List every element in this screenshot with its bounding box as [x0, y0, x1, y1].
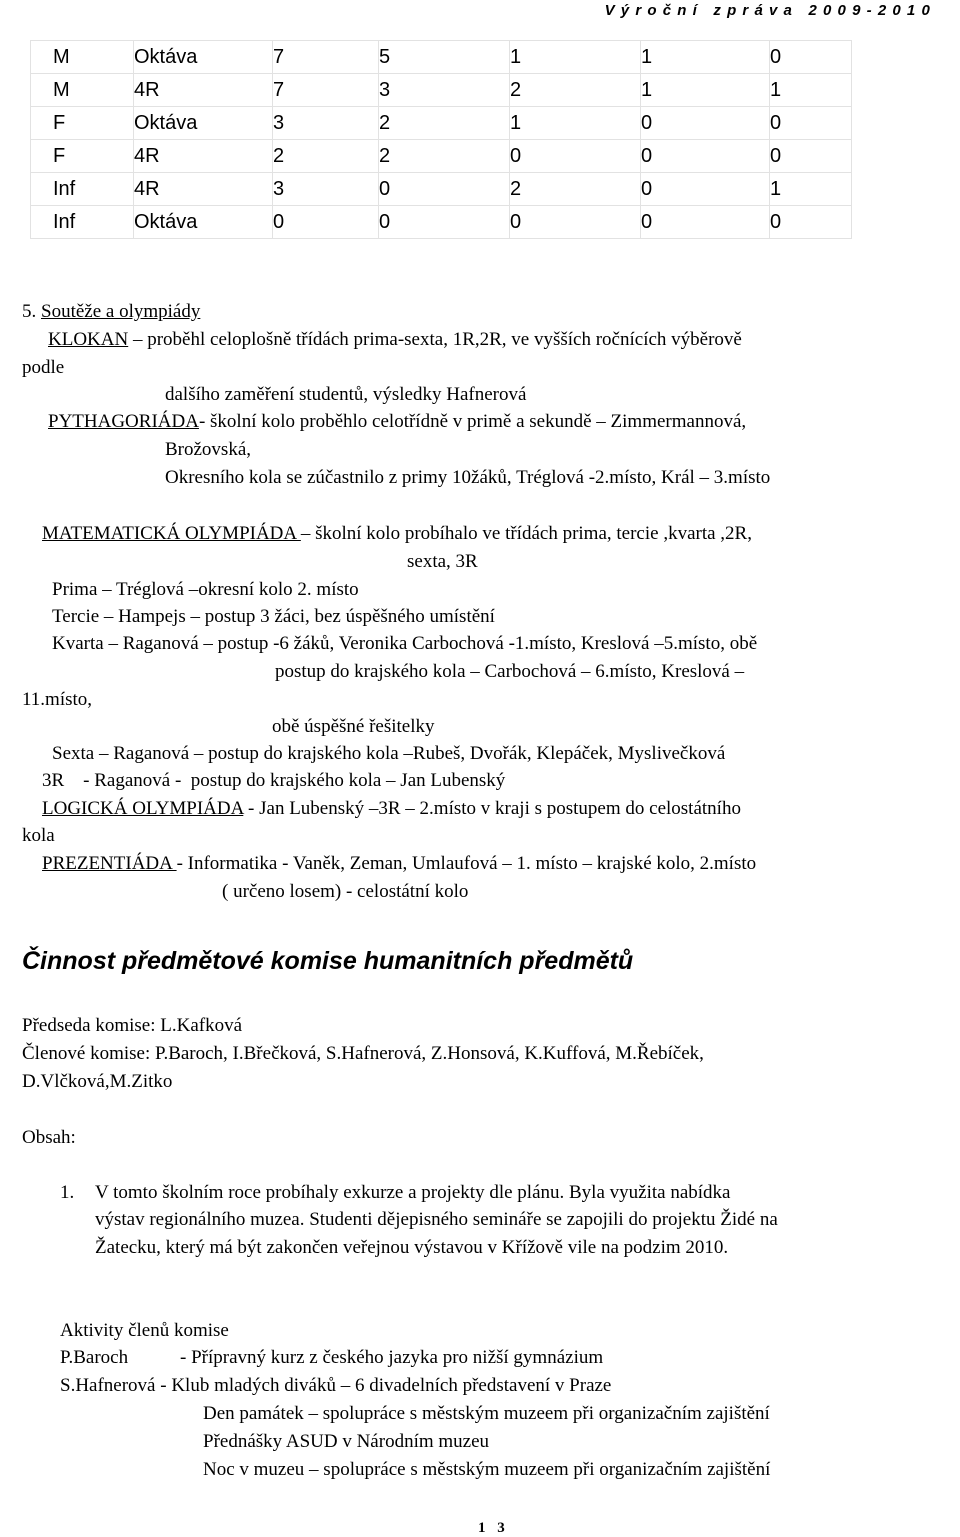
table-cell: 3	[273, 173, 379, 206]
table-cell: 4R	[134, 140, 273, 173]
klokan-line-3: dalšího zaměření studentů, výsledky Hafnerová	[165, 384, 527, 405]
section-title	[22, 302, 200, 321]
pythagoriada-line-2: Brožovská,	[165, 439, 252, 460]
table-row	[31, 74, 852, 107]
committee-members: Členové komise: P.Baroch, I.Břečková, S.Hafnerová, Z.Honsová, K.Kuffová, M.Řebíček,	[22, 1043, 704, 1064]
math-olympiad-line-2: sexta, 3R	[407, 551, 478, 572]
table-cell: 0	[641, 173, 770, 206]
activity-baroch: - Přípravný kurz z českého jazyka pro nižší gymnázium	[180, 1347, 604, 1368]
pythagoriada-label: PYTHAGORIÁDA	[48, 411, 199, 432]
table-row	[31, 140, 852, 173]
list-item-line-2: výstav regionálního muzea. Studenti dějepisného semináře se zapojili do projektu Židé na	[95, 1209, 778, 1230]
committee-chair: Předseda komise: L.Kafková	[22, 1015, 243, 1036]
logic-olympiad-line-2: kola	[22, 825, 55, 846]
table-cell: 0	[641, 107, 770, 140]
table-cell: 0	[641, 206, 770, 239]
table-cell: 7	[273, 41, 379, 74]
table-cell: 0	[379, 173, 510, 206]
activity-hafnerova-3: Přednášky ASUD v Národním muzeu	[203, 1431, 490, 1452]
table-row	[31, 206, 852, 239]
table-cell: 0	[641, 140, 770, 173]
klokan-label: KLOKAN	[48, 329, 129, 350]
list-item-number: 1.	[60, 1182, 75, 1203]
prezentiada-text: - Informatika - Vaněk, Zeman, Umlaufová – 1. místo – krajské kolo, 2.místo	[176, 853, 757, 874]
table-cell: 0	[770, 140, 852, 173]
list-item-line-3: Žatecku, který má být zakončen veřejnou výstavou v Křížově vile na podzim 2010.	[95, 1237, 729, 1258]
kvarta-line-2: postup do krajského kola – Carbochová – 6.místo, Kreslová –	[275, 661, 745, 682]
sexta-line: Sexta – Raganová – postup do krajského kola –Rubeš, Dvořák, Klepáček, Myslivečková	[52, 743, 726, 764]
table-cell: 0	[379, 206, 510, 239]
table-cell: 4R	[134, 74, 273, 107]
pythagoriada-text: - školní kolo proběhlo celotřídně v primě a sekundě – Zimmermannová,	[198, 411, 747, 432]
kvarta-line: Kvarta – Raganová – postup -6 žáků, Veronika Carbochová -1.místo, Kreslová –5.místo, obě	[52, 633, 758, 654]
klokan-line	[48, 330, 742, 349]
table-cell: 2	[379, 107, 510, 140]
math-olympiad-label: MATEMATICKÁ OLYMPIÁDA	[42, 523, 301, 544]
activities-title: Aktivity členů komise	[60, 1320, 229, 1341]
table-cell: 2	[510, 74, 641, 107]
section-title-text: Soutěže a olympiády	[41, 301, 201, 322]
pythagoriada-line-3: Okresního kola se zúčastnilo z primy 10žáků, Tréglová -2.místo, Král – 3.místo	[165, 467, 771, 488]
kvarta-line-4: obě úspěšné řešitelky	[272, 716, 435, 737]
activity-hafnerova-2: Den památek – spolupráce s městským muzeem při organizačním zajištění	[203, 1403, 770, 1424]
prezentiada-line-2: ( určeno losem) - celostátní kolo	[222, 881, 469, 902]
pythagoriada-line	[48, 412, 746, 431]
committee-members-2: D.Vlčková,M.Zitko	[22, 1071, 173, 1092]
table-cell: 1	[510, 107, 641, 140]
klokan-line-2: podle	[22, 357, 65, 378]
activity-hafnerova: S.Hafnerová - Klub mladých diváků – 6 divadelních představení v Praze	[60, 1375, 612, 1396]
table-cell: 1	[770, 173, 852, 206]
table-cell: 1	[641, 74, 770, 107]
table-cell: 2	[510, 173, 641, 206]
section-heading: Činnost předmětové komise humanitních předmětů	[22, 947, 634, 975]
prima-line: Prima – Tréglová –okresní kolo 2. místo	[52, 579, 359, 600]
table-cell: 0	[510, 206, 641, 239]
contents-label: Obsah:	[22, 1127, 76, 1148]
table-cell: 3	[379, 74, 510, 107]
table-cell: 2	[379, 140, 510, 173]
table-cell: Oktáva	[134, 41, 273, 74]
activity-baroch-name: P.Baroch	[60, 1347, 129, 1368]
table-cell: 1	[641, 41, 770, 74]
table-cell: M	[31, 74, 134, 107]
list-item-line-1: V tomto školním roce probíhaly exkurze a projekty dle plánu. Byla využita nabídka	[95, 1182, 731, 1203]
math-olympiad-line	[42, 524, 752, 543]
klokan-text: – proběhl celoplošně třídách prima-sexta, 1R,2R, ve vyšších ročnících výběrově	[128, 329, 742, 350]
table-cell: Oktáva	[134, 206, 273, 239]
table-cell: 0	[510, 140, 641, 173]
table-cell: Oktáva	[134, 107, 273, 140]
logic-olympiad-text: - Jan Lubenský –3R – 2.místo v kraji s postupem do celostátního	[243, 798, 741, 819]
table-cell: 7	[273, 74, 379, 107]
table-cell: 1	[770, 74, 852, 107]
page-number: 1 3	[478, 1520, 509, 1536]
section-number: 5.	[22, 301, 37, 322]
table-cell: 4R	[134, 173, 273, 206]
table-row	[31, 41, 852, 74]
table-cell: 0	[770, 107, 852, 140]
table-cell: Inf	[31, 206, 134, 239]
table-cell: 2	[273, 140, 379, 173]
table-cell: 0	[770, 206, 852, 239]
table-cell: Inf	[31, 173, 134, 206]
activity-hafnerova-4: Noc v muzeu – spolupráce s městským muzeem při organizačním zajištění	[203, 1459, 771, 1480]
tercie-line: Tercie – Hampejs – postup 3 žáci, bez úspěšného umístění	[52, 606, 495, 627]
kvarta-line-3: 11.místo,	[22, 689, 93, 710]
table-cell: F	[31, 107, 134, 140]
prezentiada-line	[42, 854, 756, 873]
table-cell: 5	[379, 41, 510, 74]
table-row	[31, 107, 852, 140]
math-olympiad-text: – školní kolo probíhalo ve třídách prima, tercie ,kvarta ,2R,	[300, 523, 752, 544]
logic-olympiad-label: LOGICKÁ OLYMPIÁDA	[42, 798, 244, 819]
results-table	[30, 40, 852, 239]
table-cell: 0	[273, 206, 379, 239]
table-row	[31, 173, 852, 206]
table-cell: 0	[770, 41, 852, 74]
table-cell: 1	[510, 41, 641, 74]
logic-olympiad-line	[42, 799, 741, 818]
table-cell: F	[31, 140, 134, 173]
3r-line: 3R - Raganová - postup do krajského kola – Jan Lubenský	[42, 770, 506, 791]
prezentiada-label: PREZENTIÁDA	[42, 853, 177, 874]
table-cell: 3	[273, 107, 379, 140]
running-header: Výroční zpráva 2009-2010	[604, 2, 936, 19]
table-cell: M	[31, 41, 134, 74]
